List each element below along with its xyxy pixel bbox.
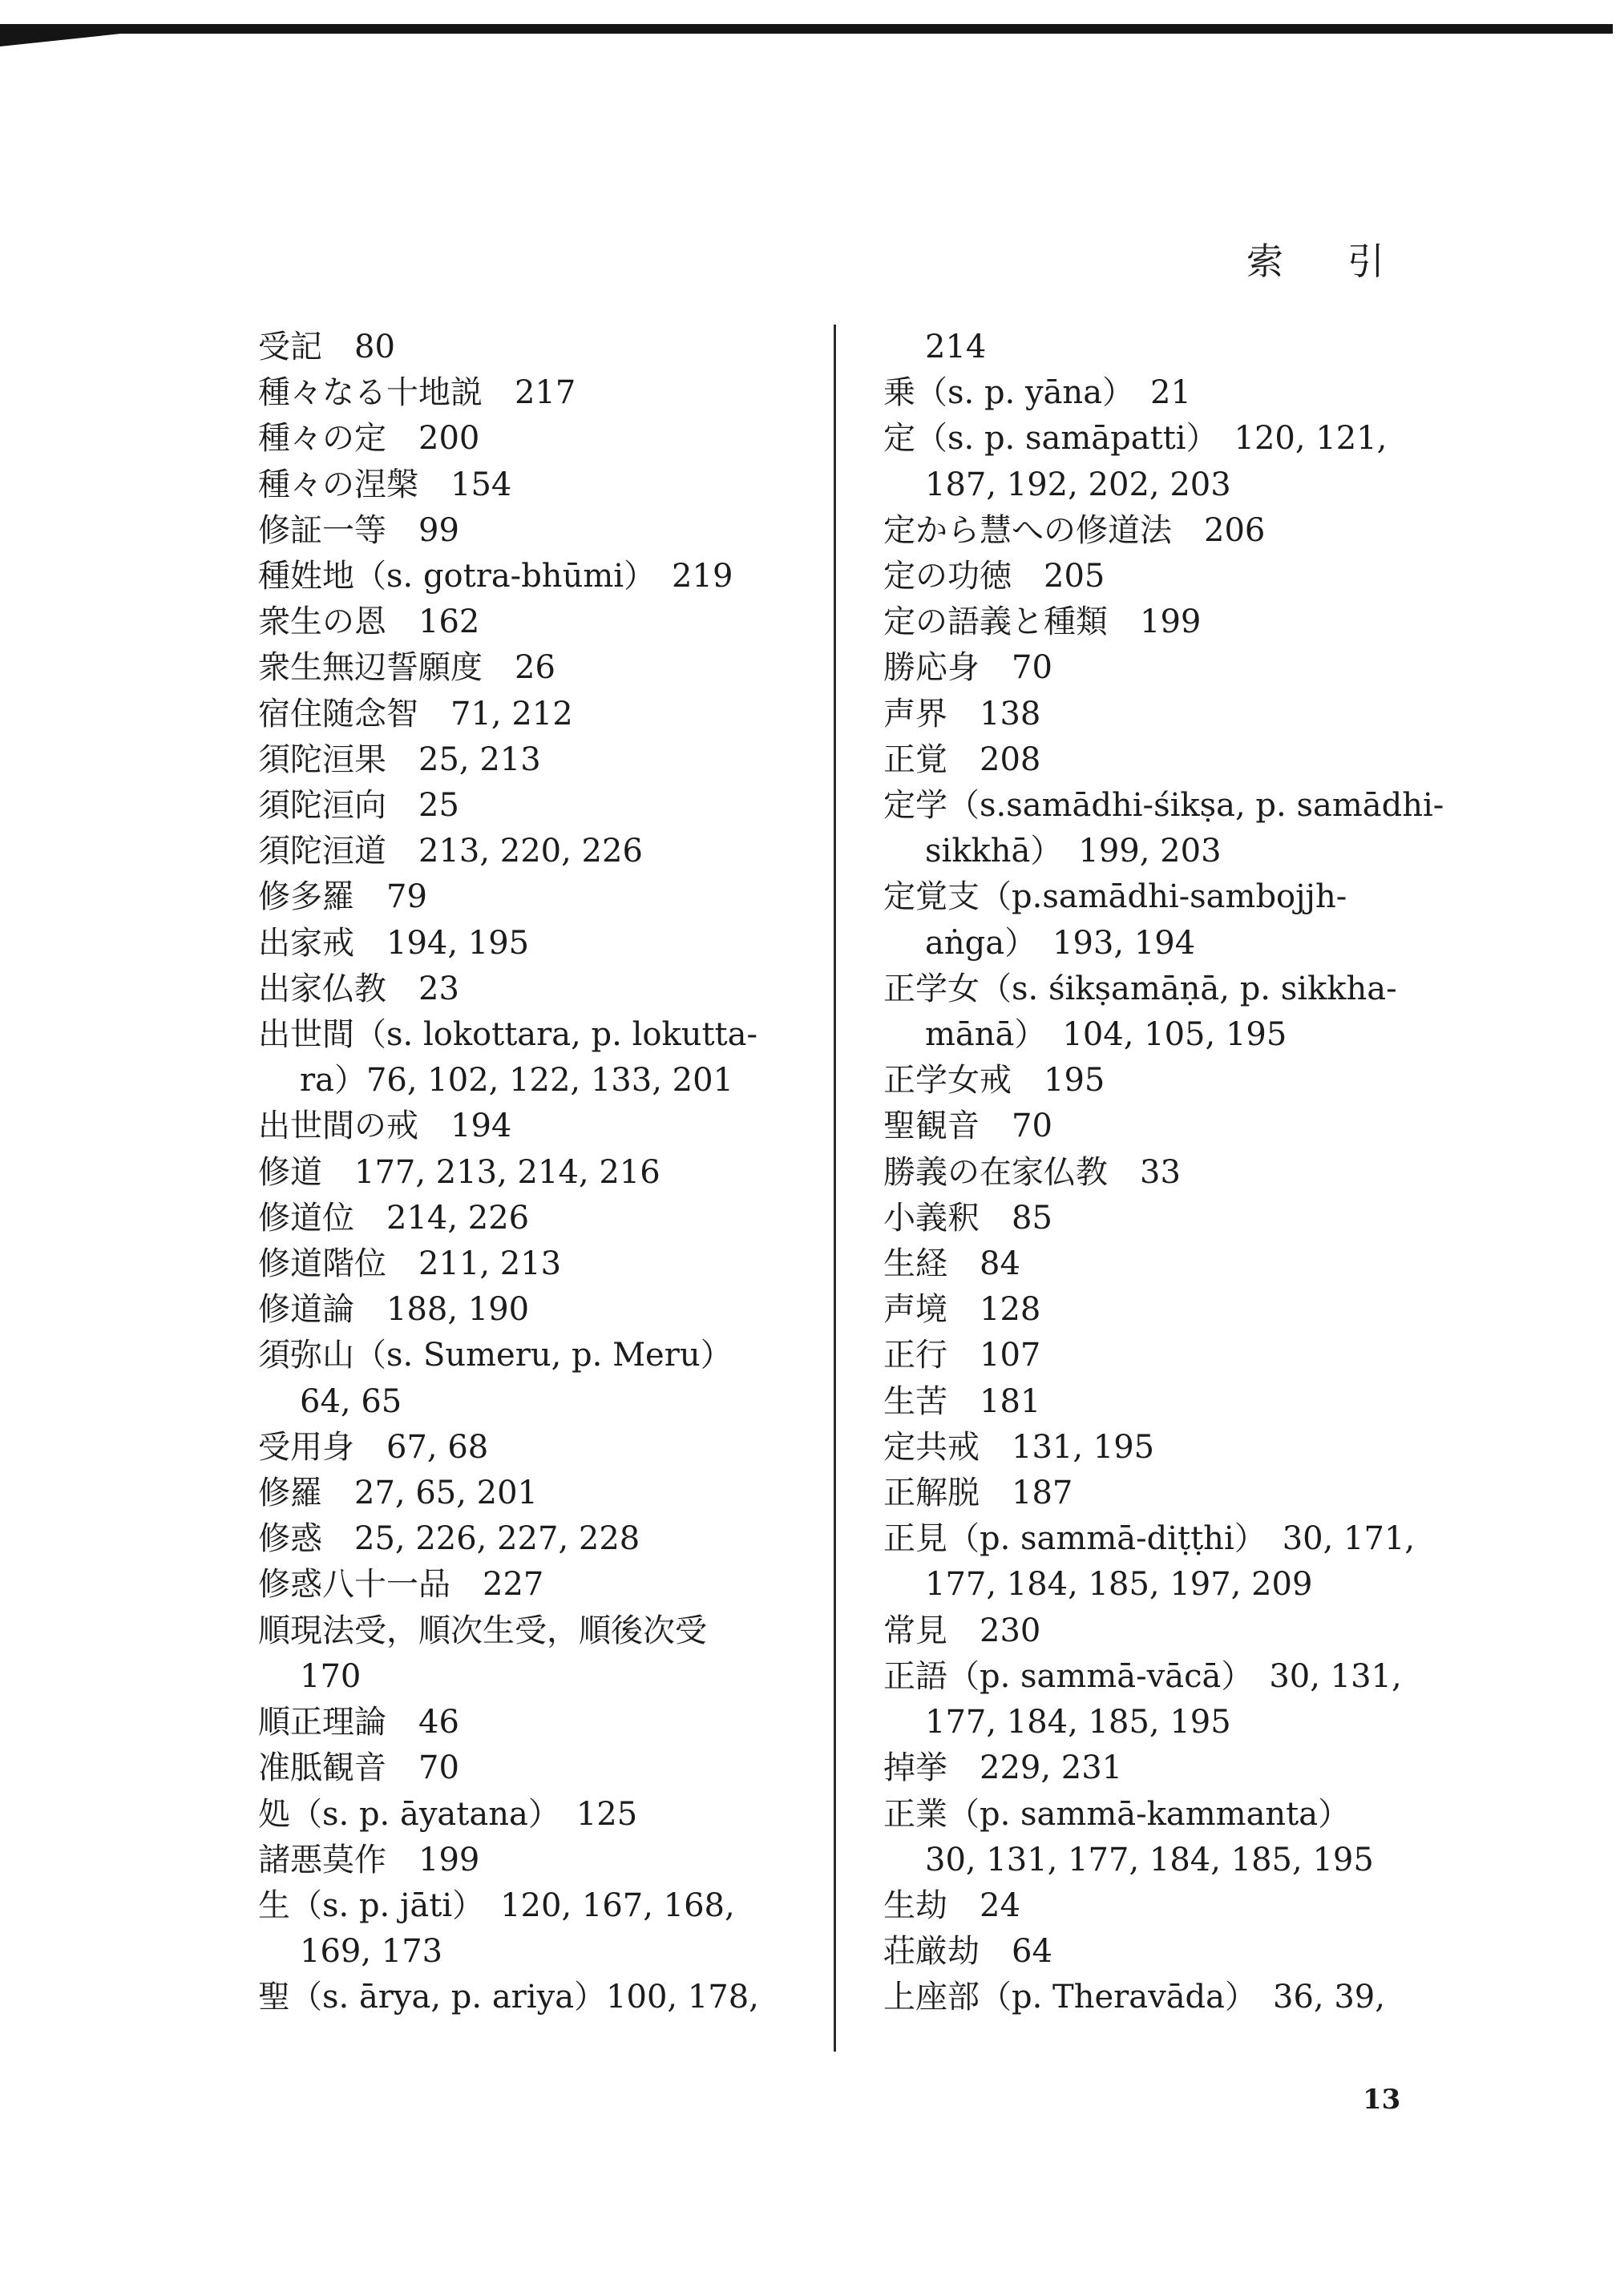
- index-entry: 定覚支（p.samādhi-sambojjh-: [883, 878, 1347, 916]
- column-divider: [834, 325, 836, 2052]
- index-entry: 正語（p. sammā-vācā） 30, 131,: [883, 1657, 1402, 1695]
- index-entry: 須陀洹果 25, 213: [258, 740, 541, 778]
- index-entry: 正覚 208: [883, 740, 1041, 778]
- index-entry: 修道論 188, 190: [258, 1291, 530, 1329]
- top-border-rule-edge: [0, 27, 136, 46]
- index-entry: 定の語義と種類 199: [883, 603, 1202, 641]
- index-entry: 修多羅 79: [258, 878, 427, 916]
- index-entry: 聖観音 70: [883, 1108, 1052, 1145]
- index-entry: 受用身 67, 68: [258, 1428, 489, 1466]
- index-entry: 受記 80: [258, 329, 395, 365]
- index-entry-continuation: 170: [300, 1657, 362, 1695]
- index-entry-continuation: 214: [925, 329, 987, 365]
- index-entry: 種々の涅槃 154: [258, 466, 512, 503]
- index-entry: 種姓地（s. gotra-bhūmi） 219: [258, 558, 733, 595]
- index-entry: 生経 84: [883, 1245, 1020, 1283]
- index-entry: 修道 177, 213, 214, 216: [258, 1153, 661, 1191]
- index-entry: 定から慧への修道法 206: [883, 511, 1266, 549]
- index-entry-continuation: 169, 173: [300, 1933, 443, 1971]
- index-entry: 修道位 214, 226: [258, 1199, 530, 1237]
- index-entry: 種々の定 200: [258, 420, 480, 458]
- index-entry: 正学女（s. śikṣamāṇā, p. sikkha-: [883, 970, 1397, 1007]
- index-entry: 衆生の恩 162: [258, 603, 480, 641]
- index-entry-continuation: 177, 184, 185, 195: [925, 1704, 1231, 1741]
- index-entry: 小義釈 85: [883, 1199, 1052, 1237]
- index-entry: 修証一等 99: [258, 511, 459, 549]
- index-entry: 上座部（p. Theravāda） 36, 39,: [883, 1979, 1385, 2016]
- index-entry-continuation: 187, 192, 202, 203: [925, 466, 1231, 503]
- index-entry-continuation: aṅga） 193, 194: [925, 924, 1196, 962]
- index-entry: 順正理論 46: [258, 1704, 459, 1741]
- index-entry-continuation: 30, 131, 177, 184, 185, 195: [925, 1841, 1374, 1878]
- index-column-left: [258, 325, 811, 2021]
- index-entry-continuation: 177, 184, 185, 197, 209: [925, 1566, 1313, 1604]
- index-entry: 勝応身 70: [883, 649, 1052, 687]
- index-entry: 須陀洹道 213, 220, 226: [258, 833, 643, 870]
- index-entry-continuation: 64, 65: [300, 1382, 402, 1420]
- index-entry: 声境 128: [883, 1291, 1041, 1329]
- index-entry-continuation: sikkhā） 199, 203: [925, 833, 1222, 870]
- index-entry: 正行 107: [883, 1337, 1041, 1374]
- index-entry: 順現法受，順次生受，順後次受: [258, 1612, 707, 1649]
- index-entry: 正学女戒 195: [883, 1062, 1105, 1100]
- index-entry: 定の功徳 205: [883, 558, 1105, 595]
- index-entry: 正業（p. sammā-kammanta）: [883, 1795, 1351, 1833]
- index-entry: 定共戒 131, 195: [883, 1428, 1155, 1466]
- index-entry: 種々なる十地説 217: [258, 374, 576, 412]
- index-entry: 正解脱 187: [883, 1475, 1073, 1512]
- index-entry: 勝義の在家仏教 33: [883, 1153, 1181, 1191]
- index-entry: 修惑八十一品 227: [258, 1566, 544, 1604]
- index-entry: 諸悪莫作 199: [258, 1841, 480, 1878]
- index-entry: 出家仏教 23: [258, 970, 459, 1007]
- index-entry-continuation: ra）76, 102, 122, 133, 201: [300, 1062, 733, 1100]
- index-column-right: [883, 325, 1444, 2021]
- index-entry: 掉挙 229, 231: [883, 1749, 1123, 1787]
- index-entry: 聖（s. ārya, p. ariya）100, 178,: [258, 1979, 759, 2016]
- index-entry: 出世間（s. lokottara, p. lokutta-: [258, 1016, 757, 1054]
- index-entry: 生苦 181: [883, 1382, 1041, 1420]
- index-entry: 処（s. p. āyatana） 125: [258, 1795, 638, 1833]
- index-entry: 定学（s.samādhi-śikṣa, p. samādhi-: [883, 787, 1444, 825]
- index-entry: 常見 230: [883, 1612, 1041, 1649]
- index-entry: 乗（s. p. yāna） 21: [883, 374, 1191, 412]
- index-entry: 修羅 27, 65, 201: [258, 1475, 539, 1512]
- index-entry-continuation: mānā） 104, 105, 195: [925, 1016, 1287, 1054]
- top-border-rule: [0, 24, 1613, 34]
- index-entry: 須弥山（s. Sumeru, p. Meru）: [258, 1337, 733, 1374]
- index-entry: 正見（p. sammā-diṭṭhi） 30, 171,: [883, 1520, 1416, 1558]
- index-entry: 生（s. p. jāti） 120, 167, 168,: [258, 1886, 735, 1924]
- page-number: 13: [1363, 2084, 1401, 2116]
- index-entry: 出家戒 194, 195: [258, 924, 530, 962]
- page-header-title: 索引: [1246, 240, 1448, 283]
- index-entry: 須陀洹向 25: [258, 787, 459, 825]
- index-entry: 生劫 24: [883, 1886, 1020, 1924]
- index-entry: 衆生無辺誓願度 26: [258, 649, 555, 687]
- index-entry: 宿住随念智 71, 212: [258, 695, 573, 732]
- index-entry: 定（s. p. samāpatti） 120, 121,: [883, 420, 1388, 458]
- index-entry: 修惑 25, 226, 227, 228: [258, 1520, 640, 1558]
- index-entry: 修道階位 211, 213: [258, 1245, 562, 1283]
- index-entry: 准胝観音 70: [258, 1749, 459, 1787]
- index-entry: 声界 138: [883, 695, 1041, 732]
- index-entry: 荘厳劫 64: [883, 1933, 1052, 1971]
- index-entry: 出世間の戒 194: [258, 1108, 512, 1145]
